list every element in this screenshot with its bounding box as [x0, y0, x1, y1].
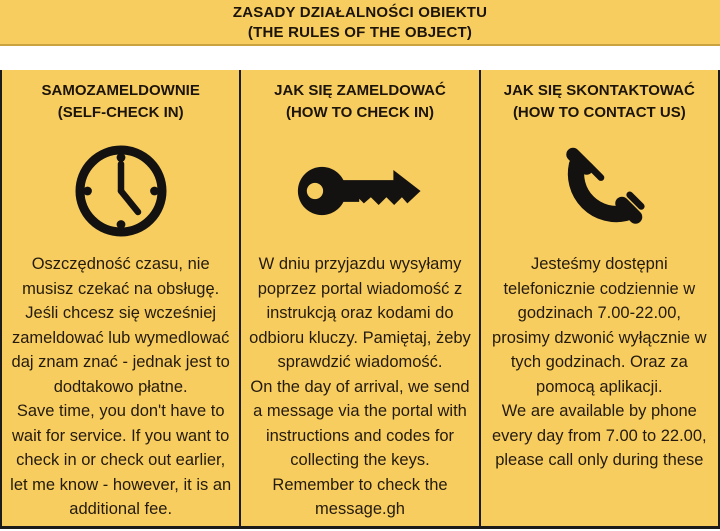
column-how-to-contact: [479, 70, 718, 526]
phone-icon: [551, 143, 647, 239]
icon-box: [483, 130, 716, 252]
body-text-pl: Jesteśmy dostępni telefonicznie codziennie w godzinach 7.00-22.00, prosimy dzwonić wyłącznie w tych godzinach. Oraz za pomocą aplikacji.: [492, 255, 707, 396]
column-body: [483, 252, 716, 473]
column-title: [483, 70, 716, 130]
column-body: [4, 252, 237, 522]
column-title-en: (SELF-CHECK IN): [57, 104, 184, 121]
body-text-en: Save time, you don't have to wait for service. If you want to check in or check out earlier, let me know - however, it is an additional fee.: [10, 402, 232, 518]
column-title: [4, 70, 237, 130]
column-how-to-check-in: [239, 70, 478, 526]
column-body: [243, 252, 476, 522]
column-self-check-in: [2, 70, 239, 526]
header-gap: [0, 46, 720, 70]
column-title-pl: JAK SIĘ ZAMELDOWAĆ: [274, 82, 446, 99]
body-text-pl: W dniu przyjazdu wysyłamy poprzez portal wiadomość z instrukcją oraz kodami do odbioru kluczy. Pamiętaj, żeby sprawdzić wiadomość.: [249, 255, 471, 371]
body-text-en: We are available by phone every day from 7.00 to 22.00, please call only during these: [492, 402, 707, 469]
column-title-en: (HOW TO CONTACT US): [512, 104, 686, 121]
poster-title-pl: ZASADY DZIAŁALNOŚCI OBIEKTU: [232, 4, 488, 21]
column-title-pl: JAK SIĘ SKONTAKTOWAĆ: [503, 82, 695, 99]
key-icon: [294, 149, 426, 233]
icon-box: [243, 130, 476, 252]
column-title: [243, 70, 476, 130]
body-text-en: On the day of arrival, we send a message via the portal with instructions and codes for collecting the keys. Remember to check the message.gh: [250, 377, 470, 518]
column-title-pl: SAMOZAMELDOWNIE: [41, 82, 200, 99]
body-text-pl: Oszczędność czasu, nie musisz czekać na obsługę. Jeśli chcesz się wcześniej zameldować lub wymedlować daj znam znać - jednak jest to dodtakowo płatne.: [11, 255, 230, 396]
poster-title-en: (THE RULES OF THE OBJECT): [247, 24, 473, 41]
poster-header: [0, 0, 720, 46]
clock-icon: [71, 141, 171, 241]
icon-box: [4, 130, 237, 252]
columns-row: [0, 70, 720, 529]
column-title-en: (HOW TO CHECK IN): [285, 104, 435, 121]
